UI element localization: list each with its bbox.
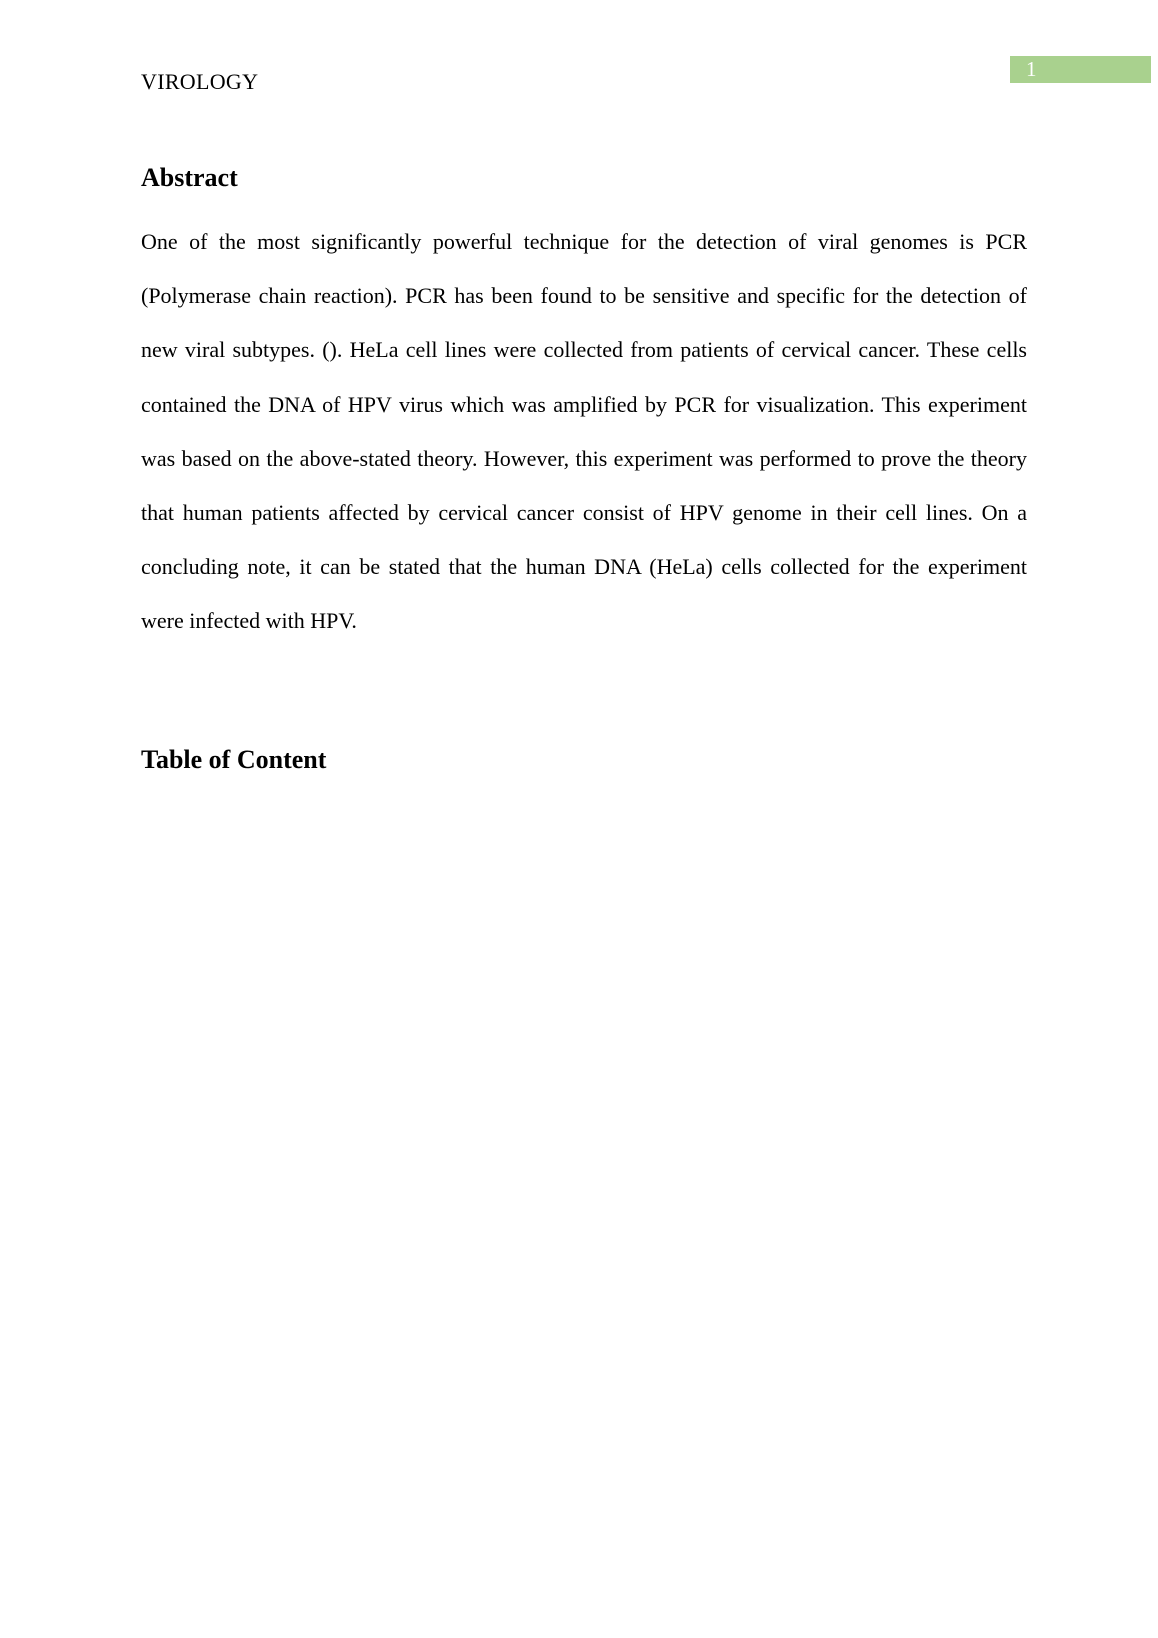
abstract-heading: Abstract bbox=[141, 163, 238, 192]
page-number: 1 bbox=[1026, 57, 1037, 81]
page-number-badge bbox=[1010, 56, 1151, 83]
running-head: VIROLOGY bbox=[141, 69, 259, 94]
table-of-content-heading: Table of Content bbox=[141, 745, 327, 774]
abstract-paragraph: One of the most significantly powerful technique for the detection of viral genomes is PCR (Polymerase chain reaction). PCR has been found to be sensitive and specific for the detection of new viral subtypes. (). HeLa cell lines were collected from patients of cervical cancer. These cells contained the DNA of HPV virus which was amplified by PCR for visualization. This experiment was based on the above-stated theory. However, this experiment was performed to prove the theory that human patients affected by cervical cancer consist of HPV genome in their cell lines. On a concluding note, it can be stated that the human DNA (HeLa) cells collected for the experiment were infected with HPV. bbox=[141, 229, 1027, 634]
